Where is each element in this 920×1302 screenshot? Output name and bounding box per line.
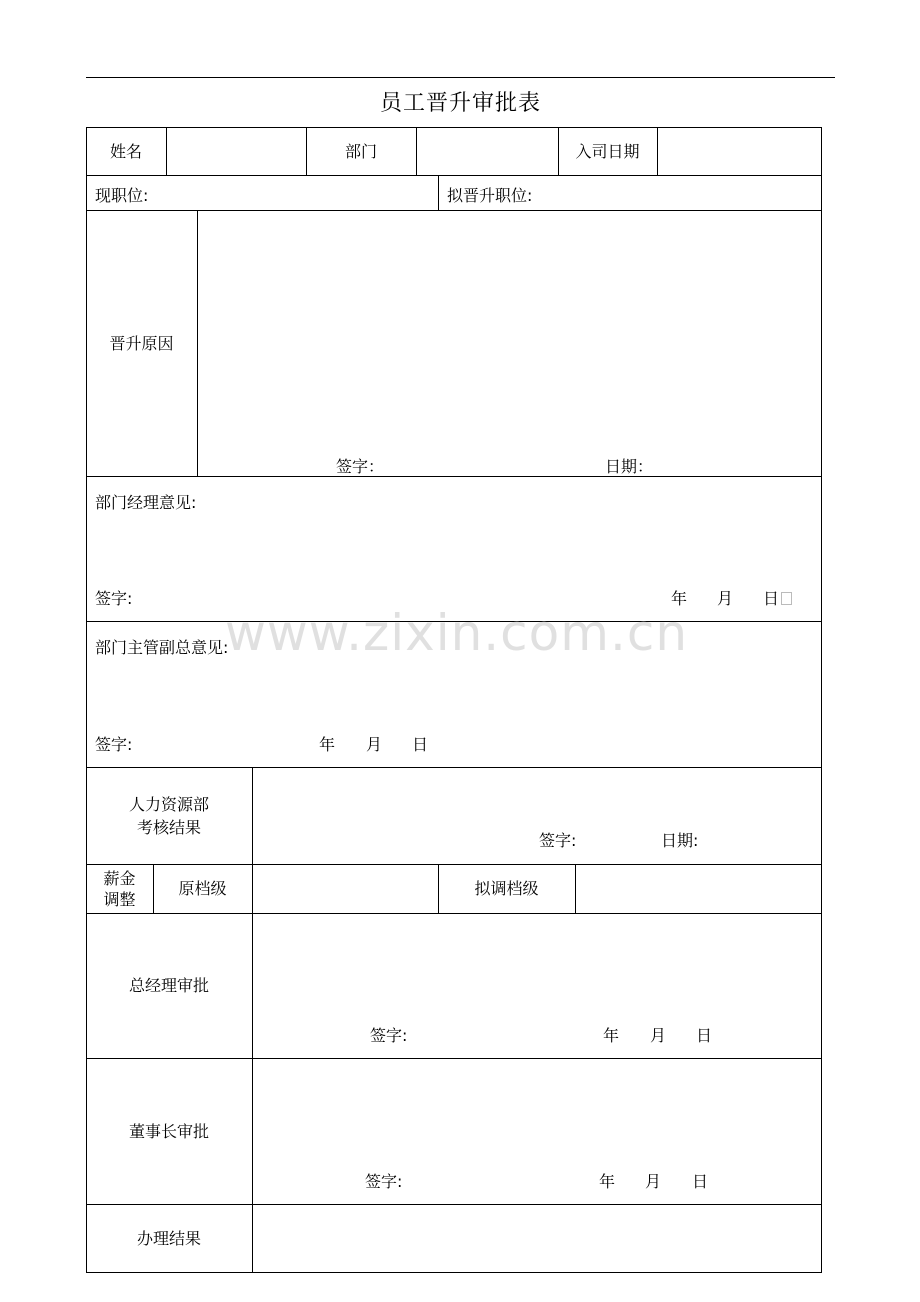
dept-vp-month: 月 [366,735,383,754]
processing-result-label: 办理结果 [136,1229,201,1248]
gm-sign-label: 签字: [370,1026,408,1045]
original-grade-label: 原档级 [178,879,227,898]
proposed-position-label: 拟晋升职位: [447,186,533,205]
chairman-year: 年 [599,1172,616,1191]
dept-manager-month: 月 [717,589,734,608]
dept-manager-opinion-label: 部门经理意见: [95,493,197,512]
header-rule [86,77,835,78]
watermark: www.zixin.com.cn [225,604,689,662]
chairman-month: 月 [645,1172,662,1191]
hr-date-label: 日期: [661,831,699,850]
dept-vp-year: 年 [319,735,336,754]
gm-day: 日 [696,1026,713,1045]
dept-vp-sign-label: 签字: [95,735,133,754]
reason-sign-label: 签字： [336,457,385,476]
gm-approval-label: 总经理审批 [128,976,209,995]
promotion-reason-label: 晋升原因 [109,333,174,353]
join-date-label: 入司日期 [575,141,640,161]
hr-label-line1: 人力资源部 [128,794,209,814]
chairman-day: 日 [692,1172,709,1191]
dept-manager-opinion-field[interactable] [87,512,821,582]
hr-label-line2: 考核结果 [136,817,201,837]
name-field[interactable] [167,128,306,175]
name-label: 姓名 [109,141,142,161]
chairman-approval-label: 董事长审批 [128,1121,209,1141]
reason-date-label: 日期： [605,457,654,476]
salary-label-line2: 调整 [103,889,136,909]
form-title: 员工晋升审批表 [379,91,541,116]
dept-manager-sign-label: 签字: [95,589,133,608]
hr-sign-label: 签字: [539,831,577,850]
hr-assessment-label [86,767,252,864]
dept-field[interactable] [417,128,558,175]
proposed-grade-label: 拟调档级 [474,879,539,898]
chairman-approval-field[interactable] [253,1059,821,1159]
proposed-grade-field[interactable] [576,865,821,913]
current-position-label: 现职位: [95,186,149,205]
join-date-field[interactable] [658,128,821,175]
salary-label-line1: 薪金 [103,868,136,888]
promotion-reason-field[interactable] [198,211,821,451]
dept-manager-day: 日 [763,586,792,609]
dept-manager-year: 年 [671,589,688,608]
hr-assessment-field[interactable] [253,768,821,823]
proposed-position-field[interactable] [550,176,821,210]
gm-year: 年 [603,1026,620,1045]
dept-vp-opinion-label: 部门主管副总意见: [95,638,229,657]
gm-approval-field[interactable] [253,914,821,1014]
dept-label: 部门 [344,141,377,161]
salary-adjustment-label [86,864,153,913]
processing-result-field[interactable] [253,1205,821,1272]
chairman-sign-label: 签字: [365,1172,403,1191]
dept-vp-opinion-field[interactable] [87,658,821,728]
dept-vp-day: 日 [412,735,429,754]
current-position-field[interactable] [160,176,438,210]
original-grade-field[interactable] [253,865,438,913]
gm-month: 月 [650,1026,667,1045]
box-glyph-icon [781,592,792,605]
